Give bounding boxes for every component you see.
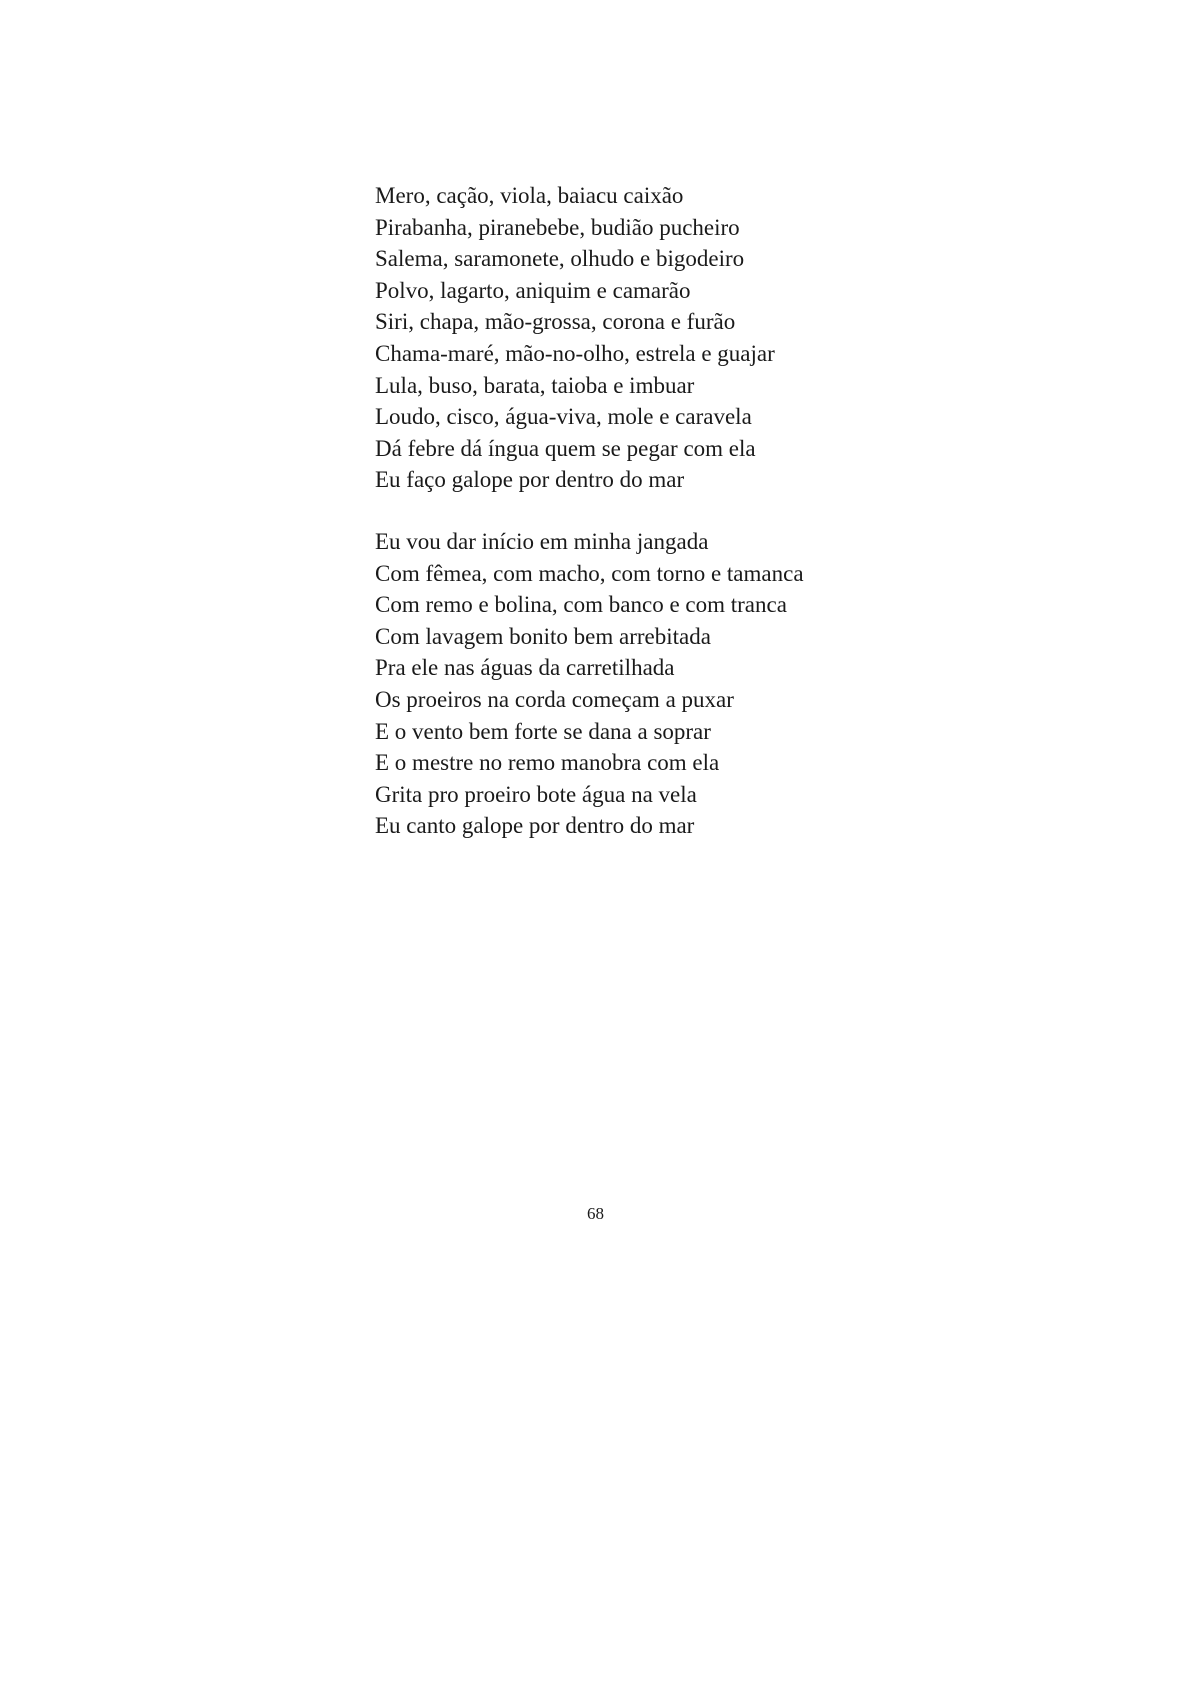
verse-line: Pra ele nas águas da carretilhada	[375, 655, 675, 681]
verse-line: Polvo, lagarto, aniquim e camarão	[375, 277, 691, 303]
verse-line: Lula, buso, barata, taioba e imbuar	[375, 372, 695, 398]
verse-line: Dá febre dá íngua quem se pegar com ela	[375, 435, 756, 461]
verse-line: Mero, cação, viola, baiacu caixão	[375, 183, 684, 208]
verse-line: Chama-maré, mão-no-olho, estrela e guajar	[375, 340, 775, 366]
stanza-1	[375, 180, 895, 496]
verse-line: Eu vou dar início em minha jangada	[375, 528, 709, 554]
poem-body	[375, 180, 895, 842]
verse-line: Eu canto galope por dentro do mar	[375, 813, 695, 839]
verse-line: Com fêmea, com macho, com torno e tamanca	[375, 560, 804, 586]
page-number: 68	[587, 1204, 604, 1223]
verse-line: Salema, saramonete, olhudo e bigodeiro	[375, 246, 745, 272]
verse-line: Loudo, cisco, água-viva, mole e caravela	[375, 404, 752, 430]
verse-line: Com lavagem bonito bem arrebitada	[375, 623, 711, 649]
stanza-2	[375, 526, 895, 842]
verse-line: Os proeiros na corda começam a puxar	[375, 686, 734, 712]
verse-line: Com remo e bolina, com banco e com tranca	[375, 592, 787, 618]
verse-line: E o mestre no remo manobra com ela	[375, 750, 720, 776]
verse-line: Pirabanha, piranebebe, budião pucheiro	[375, 214, 740, 240]
verse-line: E o vento bem forte se dana a soprar	[375, 718, 711, 744]
verse-line: Eu faço galope por dentro do mar	[375, 467, 685, 493]
verse-line: Siri, chapa, mão-grossa, corona e furão	[375, 309, 736, 335]
verse-line: Grita pro proeiro bote água na vela	[375, 781, 697, 807]
